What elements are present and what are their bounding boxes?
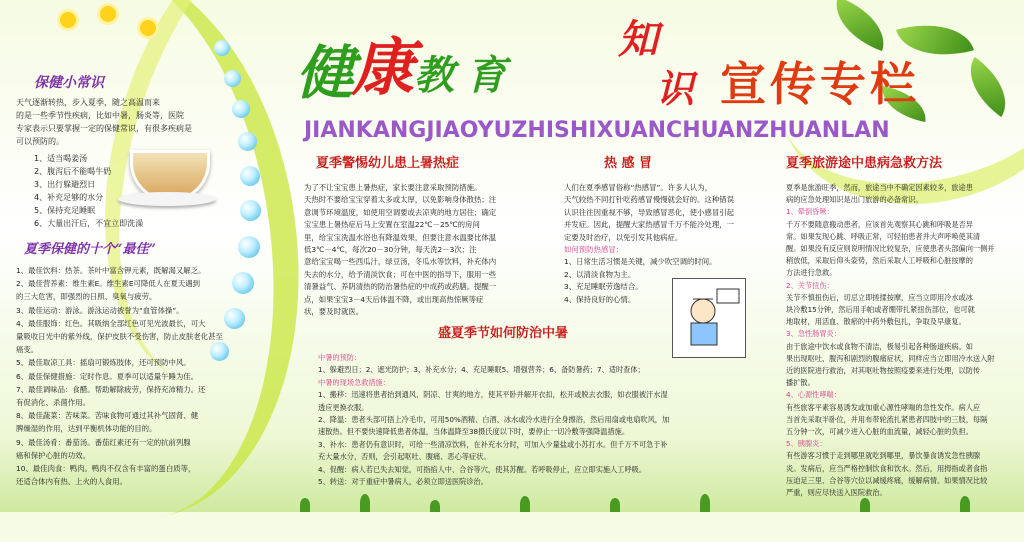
text-line: 炎。发病后，应当严格控制饮食和饮水。然后，用拇指或者食指 xyxy=(786,463,988,473)
section-heading-ten-best: 夏季保健的十个“最佳” xyxy=(24,242,156,257)
text-line: 醒。如果没有反应则说明情况比较复杂，应使患者头部偏向一侧并 xyxy=(786,244,995,254)
text-line: 常。如果发现心跳、呼吸正常，可轻拍患者并大声呼唤使其清 xyxy=(786,231,981,241)
list-item: 1、适当喝姜汤 xyxy=(34,154,88,163)
grass-decoration xyxy=(610,498,620,512)
list-item: 2、以清淡食物为主。 xyxy=(564,269,636,279)
text-line: 清暑益气、养阴清热的防治暑热症的中成药或药膳。提醒一 xyxy=(304,282,497,292)
grass-decoration xyxy=(430,500,440,512)
pearl-icon xyxy=(238,236,260,258)
flower-icon xyxy=(140,20,156,36)
text-line: 状，要及时就医。 xyxy=(304,307,364,317)
section-heading-health-tips: 保健小常识 xyxy=(34,75,104,91)
travel-subheading: 3、急性肠胃炎： xyxy=(786,329,841,339)
flower-icon xyxy=(100,6,116,22)
title-pinyin: JIANKANGJIAOYUZHISHIXUANCHUANZHUANLAN xyxy=(304,118,890,143)
list-item: 量吸收日光中的紫外线，保护皮肤不受伤害，防止皮肤老化甚至 xyxy=(16,332,223,342)
text-line: 为了不让宝宝患上暑热症，家长要注意采取预防措施。 xyxy=(304,183,482,192)
section-heading-hot-cold: 热 感 冒 xyxy=(604,156,653,171)
text-line: 天气逐渐转热，步入夏季，随之高温而来 xyxy=(16,98,160,107)
list-item: 9、最佳汤肴：番茄汤。番茄红素还有一定的抗前列腺 xyxy=(16,437,191,447)
grass-decoration xyxy=(700,494,710,512)
travel-subheading: 5、胰腺炎： xyxy=(786,439,827,449)
list-item: 5、转送：对于重症中暑病人，必须立即送医院诊治。 xyxy=(318,477,488,487)
ten-best-list xyxy=(16,264,256,488)
text-line: 的是一些季节性疾病，比如中暑，肠炎等，医院 xyxy=(16,111,184,120)
text-line: 关节不慎扭伤后，切忌立即搓揉按摩，应当立即用冷水或冰 xyxy=(786,292,973,302)
title-char-kang: 康 xyxy=(352,31,415,104)
text-line: 病的应急处理知识是出门旅游的必备常识。 xyxy=(786,195,923,205)
title-char-jiao: 教 xyxy=(414,52,454,99)
list-item: 5、保持充足睡眠 xyxy=(34,206,96,215)
text-line: 近的医院进行救治，对其呕吐物按照疫要来进行处理，以防传 xyxy=(786,366,981,376)
pearl-icon xyxy=(232,100,250,118)
pearl-icon xyxy=(238,132,257,151)
text-line: 千万不要随意搬动患者，应该首先观察其心跳和呼吸是否异 xyxy=(786,219,973,229)
text-line: 人们在夏季感冒俗称“热感冒”。许多人认为， xyxy=(564,183,713,192)
text-line: 有些旅客平素容易诱发或加重心源性哮喘的急性发作。病人应 xyxy=(786,402,981,412)
heatstroke-firstaid-heading: 中暑的现场急救措施： xyxy=(318,377,390,387)
text-line: 意给宝宝喝一些西瓜汁，绿豆汤，冬瓜水等饮料，补充体内 xyxy=(304,257,497,267)
text-line: 点，如果宝宝3－4天后体温不降，或出现高热惊厥等症 xyxy=(304,294,484,304)
list-item: 8、最佳蔬菜：苦味菜。苦味食物可通过其补气固肾、健 xyxy=(16,411,199,421)
list-item: 2、降温：患者头部可捂上冷毛巾，可用50%酒精、白酒、冰水或冷水进行全身擦浴，然后用扇或电扇吹风，加 xyxy=(318,415,670,425)
list-item: 5、最佳取凉工具：摇扇可锻炼肢体，还可预防中风。 xyxy=(16,358,191,368)
list-item: 癌变。 xyxy=(16,345,39,355)
list-item: 2、最佳营养素：维生素E。维生素E可降低人在夏天遇到 xyxy=(16,279,201,289)
health-tips-intro xyxy=(16,96,216,148)
list-item: 6、大量出汗后，不宜立即洗澡 xyxy=(34,219,144,228)
travel-subheading: 4、心源性哮喘： xyxy=(786,390,841,400)
list-item: 4、保持良好的心情。 xyxy=(564,294,636,304)
text-line: 失去的水分，给予清淡饮食；可在中医的指导下，服用一些 xyxy=(304,269,497,279)
list-item: 10、最佳肉食：鸭肉。鸭肉不仅含有丰富的蛋白质等， xyxy=(16,464,196,474)
saucer-icon xyxy=(118,192,216,206)
heatstroke-body xyxy=(318,352,758,488)
text-line: 1、躲避烈日；2、遮光防护；3、补充水分；4、充足睡眠5、增强营养；6、备防暑药；7、适时查体； xyxy=(318,365,645,375)
pearl-icon xyxy=(240,166,260,186)
section-heading-heatstroke: 盛夏季节如何防治中暑 xyxy=(438,326,569,341)
text-line: 果出现呕吐、腹泻和剧烈的腹痛症状，同样应当立即用冷水送入附 xyxy=(786,353,995,363)
infant-heat-body xyxy=(304,182,544,318)
text-line: 方法进行急救。 xyxy=(786,268,837,278)
text-line: 压迫足三里、合谷等穴位以减缓疼痛，缓解病情。如果情况比较 xyxy=(786,475,988,485)
title-char-yu: 育 xyxy=(466,52,506,99)
text-line: 稍放低，采取后仰头姿势，然后采取人工呼吸和心脏按摩的 xyxy=(786,256,973,266)
sick-person-cartoon-icon xyxy=(672,278,746,358)
list-item: 3、补水：患者仍有意识时，可给一些清凉饮料，在补充水分时，可加入少量盐或小苏打水。但千万不可急于补 xyxy=(318,439,668,449)
section-heading-infant-heat: 夏季警惕幼儿患上暑热症 xyxy=(316,156,460,171)
heatstroke-prevent-heading: 中暑的预防： xyxy=(318,353,362,362)
grass-decoration xyxy=(960,496,970,512)
list-item: 充大量水分，否则，会引起呕吐、腹痛、恶心等症状。 xyxy=(318,452,491,462)
title-rest: 宣传专栏 xyxy=(720,57,920,111)
list-item: 还适合体内有热、上火的人食用。 xyxy=(16,477,127,487)
text-line: 宝宝患上暑热症后马上安置在室温22℃－25℃的房间 xyxy=(304,220,480,230)
grass-decoration xyxy=(860,498,870,512)
list-item: 1、日常生活习惯是关键，减少吹空调的时间。 xyxy=(564,257,717,267)
list-item: 4、促醒：病人若已失去知觉，可指掐人中、合谷等穴，使其苏醒。若呼吸停止，应立即实施人工呼吸。 xyxy=(318,464,647,474)
text-line: 低3℃－4℃，每次20－30分钟，每天洗2－3次；注 xyxy=(304,245,477,255)
travel-subheading: 1、晕倒昏厥： xyxy=(786,207,834,217)
list-item: 4、补充足够的水分 xyxy=(34,193,104,202)
pearl-icon xyxy=(240,200,261,221)
text-line: 里，给宝宝洗温水浴也有降温效果，但要注意水温要比体温 xyxy=(304,232,497,242)
grass-decoration xyxy=(300,498,310,512)
text-line: 有些游客习惯于走到哪里就吃到哪里，暴饮暴食诱发急性胰腺 xyxy=(786,451,981,461)
text-line: 块冷敷15分钟，然后用手帕或者绷带扎紧扭伤部位，也可就 xyxy=(786,305,975,315)
list-item: 透应更换衣服。 xyxy=(318,402,369,412)
section-heading-travel-firstaid: 夏季旅游途中患病急救方法 xyxy=(786,156,943,171)
list-item: 3、充足睡眠劳逸结合。 xyxy=(564,282,643,292)
title-char-shi: 识 xyxy=(656,66,695,111)
list-item: 3、最佳运动：游泳。游泳运动被誉为“血管体操”。 xyxy=(16,305,184,315)
list-item: 1、最佳饮料：热茶。茶叶中富含钾元素，既解渴又解乏。 xyxy=(16,266,206,275)
text-line: 意调节环境温度，如使用空调要或去凉爽的地方居住；确定 xyxy=(304,207,497,217)
text-line: 播扩散。 xyxy=(786,378,815,388)
list-item: 1、搬移：迅速将患者抬到通风、阴凉、甘爽的地方，使其平卧并解开衣扣，松开或脱去衣服，如衣服被汗水湿 xyxy=(318,390,668,400)
pearl-icon xyxy=(214,40,230,56)
hot-cold-subheading: 如何预防热感冒： xyxy=(564,245,624,255)
list-item: 有促消化、杀菌作用。 xyxy=(16,398,90,408)
pearl-icon xyxy=(224,70,241,87)
text-line: 当首先采取半卧位，并用布带轮流扎紧患者四肢中的三肢，每隔 xyxy=(786,414,988,424)
grass-decoration xyxy=(520,496,530,512)
list-item: 2、腹泻后不能喝牛奶 xyxy=(34,167,112,176)
list-item: 3、出行躲避烈日 xyxy=(34,180,96,189)
text-line: 可以预防的。 xyxy=(16,137,64,146)
list-item: 4、最佳服饰：红色。其吸纳全部红色可见光波最长，可大 xyxy=(16,318,206,328)
text-line: 定要及时治疗，以免引发其他病症。 xyxy=(564,232,683,242)
text-line: 天气较热不同打针吃药感冒慢慢就会好的。这种错误 xyxy=(564,195,734,205)
text-line: 严重，则应尽快送入医院救治。 xyxy=(786,488,887,498)
text-line: 由于旅途中饮水或食物不清洁，极易引起各种肠道疾病。如 xyxy=(786,341,973,351)
travel-firstaid-body xyxy=(786,182,1022,499)
travel-subheading: 2、关节扭伤： xyxy=(786,280,834,290)
text-line: 夏季是旅游旺季，然而，旅途当中不确定因素较多，旅途患 xyxy=(786,183,973,192)
title-char-zhi: 知 xyxy=(618,16,658,63)
list-item: 的三大危害，即强烈的日照、臭氧与疲劳。 xyxy=(16,292,157,302)
list-item: 脾燥湿的作用，达到平衡机体功能的目的。 xyxy=(16,424,157,434)
text-line: 五分钟一次，可减少进入心脏的血流量，减轻心脏的负担。 xyxy=(786,427,973,437)
text-line: 认识往往因重视不够，导致感冒恶化，使小感冒引起 xyxy=(564,207,734,217)
grass-decoration xyxy=(360,494,370,512)
text-line: 天热时不要给宝宝穿着太多或太厚，以免影响身体散热；注 xyxy=(304,195,497,205)
list-item: 速散热。但不要快速降低患者体温，当体温降至38摄氏度以下时，要停止一切冷敷等强降温措施。 xyxy=(318,427,630,437)
text-line: 并发症。因此，提醒大家热感冒千万不能冷处理，一 xyxy=(564,220,734,230)
flower-icon xyxy=(60,12,76,28)
text-line: 专家表示只要掌握一定的保健常识，有很多疾病是 xyxy=(16,124,192,133)
list-item: 7、最佳调味品：食醋。帮助解除疲劳，保持充沛精力。还 xyxy=(16,384,206,394)
title-char-jian: 健 xyxy=(296,39,355,107)
list-item: 癌和保护心脏的功效。 xyxy=(16,450,90,460)
list-item: 6、最佳保健措施：定时作息。夏季可以适量午睡为佳。 xyxy=(16,371,199,381)
text-line: 地取材，用活血、散瘀的中药外敷包扎，争取及早康复。 xyxy=(786,317,966,327)
